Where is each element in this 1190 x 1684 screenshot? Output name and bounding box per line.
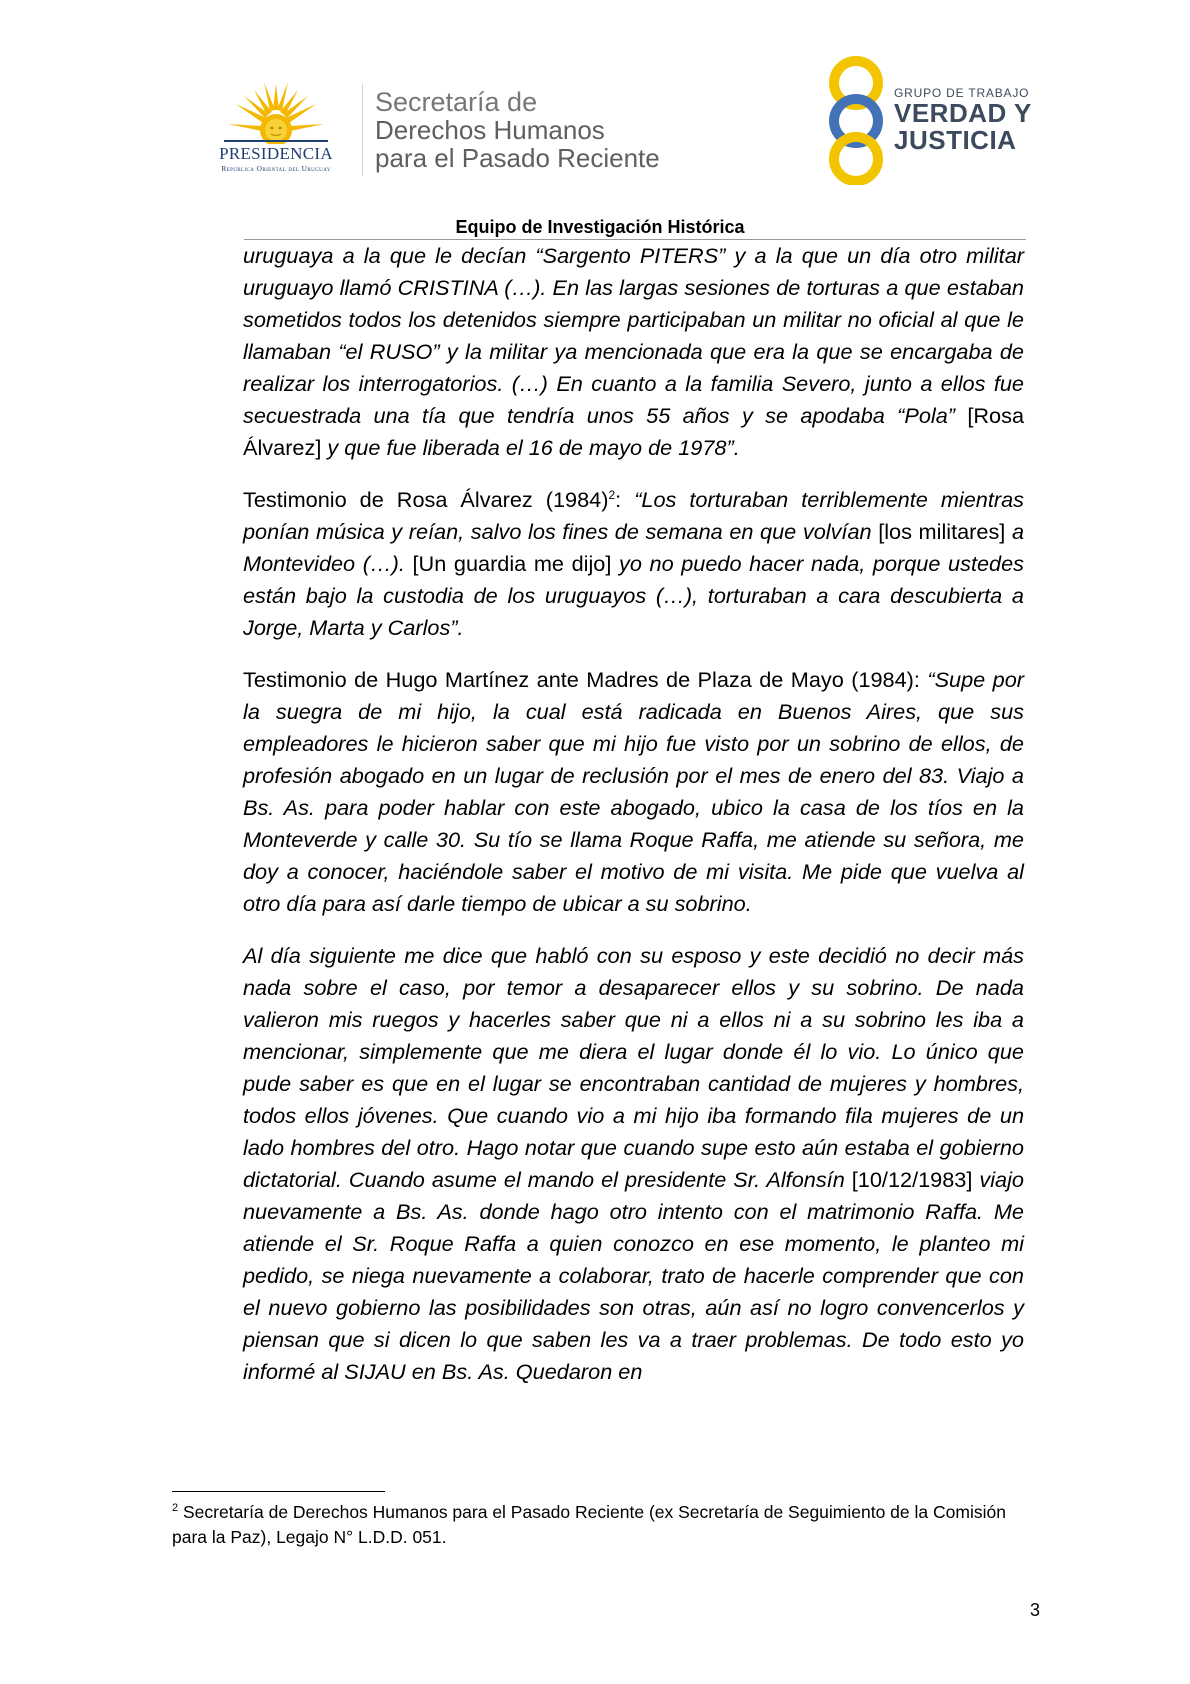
presidencia-subtitle: República Oriental del Uruguay — [221, 164, 331, 173]
secretaria-line1: Secretaría de — [375, 87, 538, 117]
secretaria-logo — [375, 88, 660, 172]
paragraph-3 — [243, 664, 1024, 920]
grupo-trabajo-line: GRUPO DE TRABAJO — [894, 86, 1030, 100]
paragraph-2 — [243, 484, 1024, 644]
team-title — [0, 217, 1190, 238]
footnote-ref: 2 — [608, 487, 616, 502]
p2-quote-c: yo no puedo hacer nada, porque ustedes están bajo la custodia de los uruguayos (…), torturaban a cara descubierta a Jorge, Marta y Carlos”. — [243, 551, 1025, 640]
p4-quote-b: viajo nuevamente a Bs. As. donde hago otro intento con el matrimonio Raffa. Me atiende el Sr. Roque Raffa a quien conozco en ese momento, le planteo mi pedido, se niega nuevamente a colaborar, trato de hacerle comprender que con el nuevo gobierno las posibilidades son otras, aún así no logro convencerlos y piensan que si dicen lo que saben les va a traer problemas. De todo esto yo informé al SIJAU en Bs. As. Quedaron en — [243, 1167, 1024, 1384]
footnote — [172, 1500, 1032, 1550]
p2-bracket-a: [los militares] — [871, 519, 1012, 544]
p2-bracket-b: [Un guardia me dijo] — [404, 551, 619, 576]
paragraph-4 — [243, 940, 1024, 1388]
page-number: 3 — [1029, 1600, 1040, 1620]
justicia-line: JUSTICIA — [894, 125, 1017, 155]
document-body — [243, 240, 1024, 1408]
p2-intro: Testimonio de Rosa Álvarez (1984) — [243, 487, 609, 512]
p3-quote: “Supe por la suegra de mi hijo, la cual está radicada en Buenos Aires, que sus empleadores le hicieron saber que mi hijo fue visto por un sobrino de ellos, de profesión abogado en un lugar de reclusión por el mes de enero del 83. Viajo a Bs. As. para poder hablar con este abogado, ubico la casa de los tíos en la Monteverde y calle 30. Su tío se llama Roque Raffa, me atiende su señora, me doy a conocer, haciéndole saber el motivo de mi visita. Me pide que vuelva al otro día para así darle tiempo de ubicar a su sobrino. — [243, 667, 1024, 916]
sun-icon — [224, 78, 328, 144]
presidencia-title: PRESIDENCIA — [219, 144, 333, 163]
presidencia-logo — [196, 78, 356, 182]
secretaria-line3: para el Pasado Reciente — [375, 143, 660, 173]
p1-bracket: [Rosa Álvarez] — [243, 403, 1025, 460]
secretaria-line2: Derechos Humanos — [375, 115, 605, 145]
p4-bracket: [10/12/1983] — [844, 1167, 980, 1192]
team-title-text: Equipo de Investigación Histórica — [455, 217, 745, 237]
footnote-text: Secretaría de Derechos Humanos para el Pasado Reciente (ex Secretaría de Seguimiento de la Comisión para la Paz), Legajo N° L.D.D. 051. — [172, 1502, 1006, 1547]
p3-intro: Testimonio de Hugo Martínez ante Madres de Plaza de Mayo (1984): — [243, 667, 928, 692]
p2-quote-a: “Los torturaban terriblemente mientras ponían música y reían, salvo los fines de semana en que volvían — [243, 487, 1024, 544]
p1-quote: uruguaya a la que le decían “Sargento PITERS” y a la que un día otro militar uruguayo llamó CRISTINA (…). En las largas sesiones de torturas a que estaban sometidos todos los detenidos siempre participaban un militar no oficial al que le llamaban “el RUSO” y la militar ya mencionada que era la que se encargaba de realizar los interrogatorios. (…) En cuanto a la familia Severo, junto a ellos fue secuestrada una tía que tendría unos 55 años y se apodaba “Pola” — [243, 243, 1024, 428]
p2-colon: : — [615, 487, 635, 512]
page-header — [0, 0, 1190, 237]
p4-quote-a: Al día siguiente me dice que habló con su esposo y este decidió no decir más nada sobre el caso, por temor a desaparecer ellos y su sobrino. De nada valieron mis ruegos y hacerles saber que ni a ellos ni a su sobrino les iba a mencionar, simplemente que me diera el lugar donde él lo vio. Lo único que pude saber es que en el lugar se encontraban cantidad de mujeres y hombres, todos ellos jóvenes. Que cuando vio a mi hijo iba formando fila mujeres de un lado hombres del otro. Hago notar que cuando supe esto aún estaba el gobierno dictatorial. Cuando asume el mando el presidente Sr. Alfonsín — [243, 943, 1024, 1192]
footnote-rule — [172, 1491, 385, 1492]
footnote-number: 2 — [172, 1502, 179, 1515]
paragraph-1 — [243, 240, 1024, 464]
p1-quote-end: y que fue liberada el 16 de mayo de 1978”. — [327, 435, 740, 460]
logo-divider — [362, 84, 363, 176]
p2-quote-b: a Montevideo (…). — [243, 519, 1024, 576]
verdad-line: VERDAD Y — [894, 98, 1032, 128]
grupo-trabajo-logo-text — [894, 86, 1032, 154]
